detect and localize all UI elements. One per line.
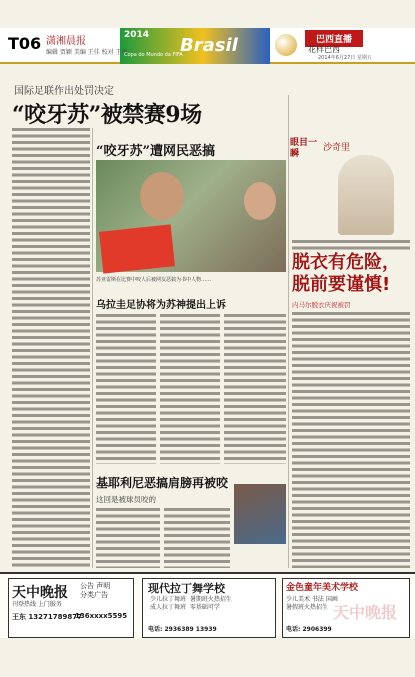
player-face-2: [244, 182, 276, 220]
ad-newspaper-title: 天中晚报: [12, 585, 68, 601]
prank-book: [99, 224, 175, 273]
article-body-col5: [164, 508, 230, 568]
watermark: 天中晚报: [332, 603, 397, 622]
column-headline: 脱衣有危险，脱前要谨慎!: [292, 252, 400, 295]
ad-newspaper-phone-1: 王东 13271789877: [12, 613, 83, 621]
cup-year: 2014: [124, 30, 150, 40]
subhead-chiellini-sub: 这回是被球员咬的: [96, 495, 156, 504]
column-badge: 眼目一瞬: [290, 138, 318, 159]
photo-caption: 苏亚雷斯在比赛中咬人后被网友恶搞为书中人物……: [96, 277, 212, 283]
paper-name: 潇湘晨报: [46, 36, 86, 47]
ad-dance-phone: 电话: 2936389 13939: [148, 626, 217, 633]
subhead-appeal: 乌拉圭足协将为苏神提出上诉: [96, 300, 226, 311]
article-body-col2: [160, 314, 220, 464]
ad-art-lines: 少儿美术 书法 国画 暑假班火热招生: [286, 596, 338, 611]
ad-newspaper-contact: 刊登热线 上门服务: [12, 601, 62, 608]
page-number: T06: [8, 34, 42, 53]
column-body: [292, 240, 410, 250]
article-body-col3: [224, 314, 286, 464]
main-headline: “咬牙苏”被禁赛9场: [12, 102, 202, 128]
ad-dance-title: 现代拉丁舞学校: [148, 582, 225, 595]
cup-subtitle: Copa do Mundo da FIFA: [124, 52, 183, 58]
masthead: [0, 28, 415, 64]
inset-photo: [234, 484, 286, 544]
ad-newspaper-phone-2: 136xxxx5595: [75, 612, 128, 620]
ad-dance-body: 少儿拉丁舞班 暑期班火热招生 成人拉丁舞班 零基础可学: [150, 596, 232, 611]
football-icon: [275, 34, 297, 56]
player-face: [140, 172, 184, 220]
section-subtitle: 花样巴西: [308, 45, 340, 54]
subhead-chiellini: 基耶利尼恶搞肩膀再被咬: [96, 476, 229, 490]
section-title: 巴西直播: [305, 30, 363, 47]
ad-newspaper-side: 公告 声明 分类广告: [80, 582, 111, 599]
issue-date: 2014年6月27日 星期五: [318, 55, 372, 61]
kicker: 国际足联作出处罚决定: [14, 86, 114, 97]
article-body-col1: [96, 314, 156, 464]
cup-logo-text: Brasil: [180, 35, 238, 56]
column-author: 沙奇里: [323, 143, 351, 153]
subhead-prank: “咬牙苏”遭网民恶搞: [96, 144, 215, 159]
ad-art-title: 金色童年美术学校: [286, 583, 359, 593]
author-portrait: [338, 155, 394, 235]
ad-art-phone: 电话: 2906399: [286, 626, 332, 633]
editor-line: 编辑 贾颖 美编 王佳 校对 王勇: [46, 49, 128, 56]
column-divider: [92, 128, 93, 568]
right-divider: [288, 95, 289, 568]
column-body-2: [292, 312, 410, 568]
article-body-left: [12, 128, 90, 568]
column-subhead: 内马尔脱衣庆祝被罚: [292, 301, 351, 309]
article-body-col4: [96, 508, 160, 568]
